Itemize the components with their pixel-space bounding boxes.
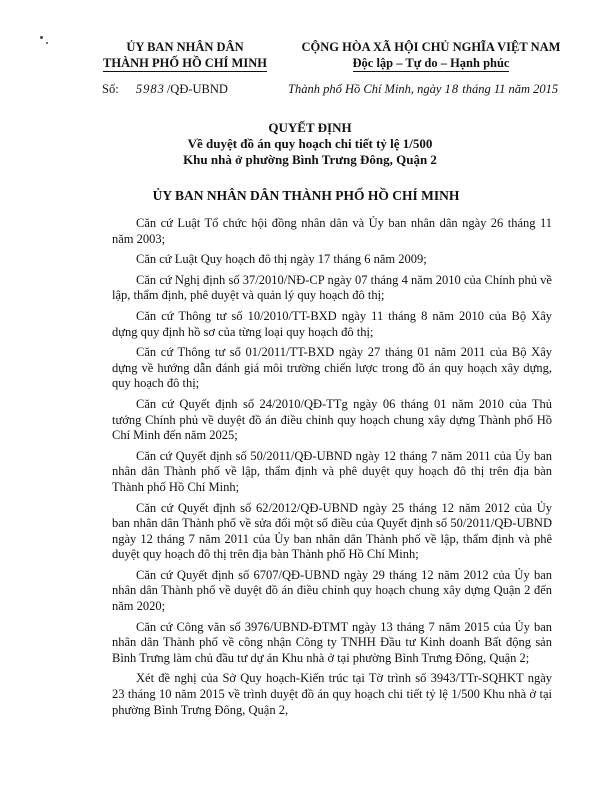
scan-speck	[46, 42, 48, 44]
paragraph: Căn cứ Công văn số 3976/UBND-ĐTMT ngày 13 tháng 7 năm 2015 của Ủy ban nhân dân Thành phố về công nhận Công ty TNHH Đầu tư Kinh doanh Bất động sản Bình Trưng làm chủ đầu tư dự án Khu nhà ở tại phường Bình Trưng Đông, Quận 2;	[112, 619, 552, 665]
dateline	[288, 82, 558, 97]
national-motto	[286, 39, 576, 71]
motto: Độc lập – Tự do – Hạnh phúc	[352, 56, 510, 70]
paragraph: Căn cứ Luật Tổ chức hội đồng nhân dân và Ủy ban nhân dân ngày 26 tháng 11 năm 2003;	[112, 216, 552, 246]
paragraph: Căn cứ Nghị định số 37/2010/NĐ-CP ngày 07 tháng 4 năm 2010 của Chính phủ về lập, thẩm định, phê duyệt và quản lý quy hoạch đô thị;	[112, 272, 552, 303]
paragraph: Căn cứ Quyết định số 6707/QĐ-UBND ngày 29 tháng 12 năm 2012 của Ủy ban nhân dân Thành phố về duyệt đồ án điều chỉnh quy hoạch chung xây dựng Quận 2 đến năm 2020;	[112, 567, 552, 614]
agency-line-2: THÀNH PHỐ HỒ CHÍ MINH	[103, 56, 267, 70]
paragraph: Căn cứ Quyết định số 62/2012/QĐ-UBND ngày 25 tháng 12 năm 2012 của Ủy ban nhân dân Thành phố về sửa đổi một số điều của Quyết định số 50/2011/QĐ-UBND ngày 12 tháng 7 năm 2011 của Ủy ban nhân dân Thành phố về lập, thẩm định và phê duyệt quy hoạch đô thị trên địa bàn Thành phố Hồ Chí Minh;	[112, 500, 552, 562]
title-heading: QUYẾT ĐỊNH	[268, 120, 352, 135]
paragraph: Căn cứ Quyết định số 24/2010/QĐ-TTg ngày 06 tháng 01 năm 2010 của Thủ tướng Chính phủ về duyệt đồ án điều chỉnh quy hoạch chung xây dựng Thành phố Hồ Chí Minh đến năm 2025;	[112, 396, 552, 443]
title-subject: Về duyệt đồ án quy hoạch chi tiết tỷ lệ 1/500	[187, 136, 433, 151]
authority-heading: ỦY BAN NHÂN DÂN THÀNH PHỐ HỒ CHÍ MINH	[152, 188, 460, 203]
handwritten-day: 18	[444, 82, 460, 96]
agency-line-1: ỦY BAN NHÂN DÂN	[126, 40, 244, 54]
number-label: Số:	[102, 82, 119, 96]
paragraph: Căn cứ Thông tư số 10/2010/TT-BXD ngày 11 tháng 8 năm 2010 của Bộ Xây dựng quy định hồ sơ của từng loại quy hoạch đô thị;	[112, 308, 552, 339]
title-location: Khu nhà ở phường Bình Trưng Đông, Quận 2	[183, 152, 437, 167]
document-body	[112, 216, 552, 723]
paragraph: Căn cứ Thông tư số 01/2011/TT-BXD ngày 27 tháng 01 năm 2011 của Bộ Xây dựng về hướng dẫn đánh giá môi trường chiến lược trong đồ án quy hoạch xây dựng, quy hoạch đô thị;	[112, 345, 552, 391]
date-prefix: Thành phố Hồ Chí Minh, ngày	[288, 82, 442, 96]
number-suffix: /QĐ-UBND	[166, 82, 228, 96]
paragraph: Xét đề nghị của Sở Quy hoạch-Kiến trúc tại Tờ trình số 3943/TTr-SQHKT ngày 23 tháng 10 năm 2015 về trình duyệt đồ án quy hoạch chi tiết tỷ lệ 1/500 Khu nhà ở tại phường Bình Trưng Đông, Quận 2,	[112, 671, 552, 717]
scan-speck	[40, 36, 43, 39]
issuing-agency	[96, 39, 274, 71]
paragraph: Căn cứ Luật Quy hoạch đô thị ngày 17 tháng 6 năm 2009;	[136, 252, 427, 267]
date-suffix: tháng 11 năm 2015	[462, 82, 559, 96]
document-number	[102, 82, 228, 97]
handwritten-number: 5983	[135, 82, 165, 96]
paragraph: Căn cứ Quyết định số 50/2011/QĐ-UBND ngày 12 tháng 7 năm 2011 của Ủy ban nhân dân Thành phố về lập, thẩm định và phê duyệt quy hoạch đô thị trên địa bàn Thành phố Hồ Chí Minh;	[112, 448, 552, 494]
country-name: CỘNG HÒA XÃ HỘI CHỦ NGHĨA VIỆT NAM	[301, 40, 561, 54]
decision-title	[120, 120, 500, 168]
